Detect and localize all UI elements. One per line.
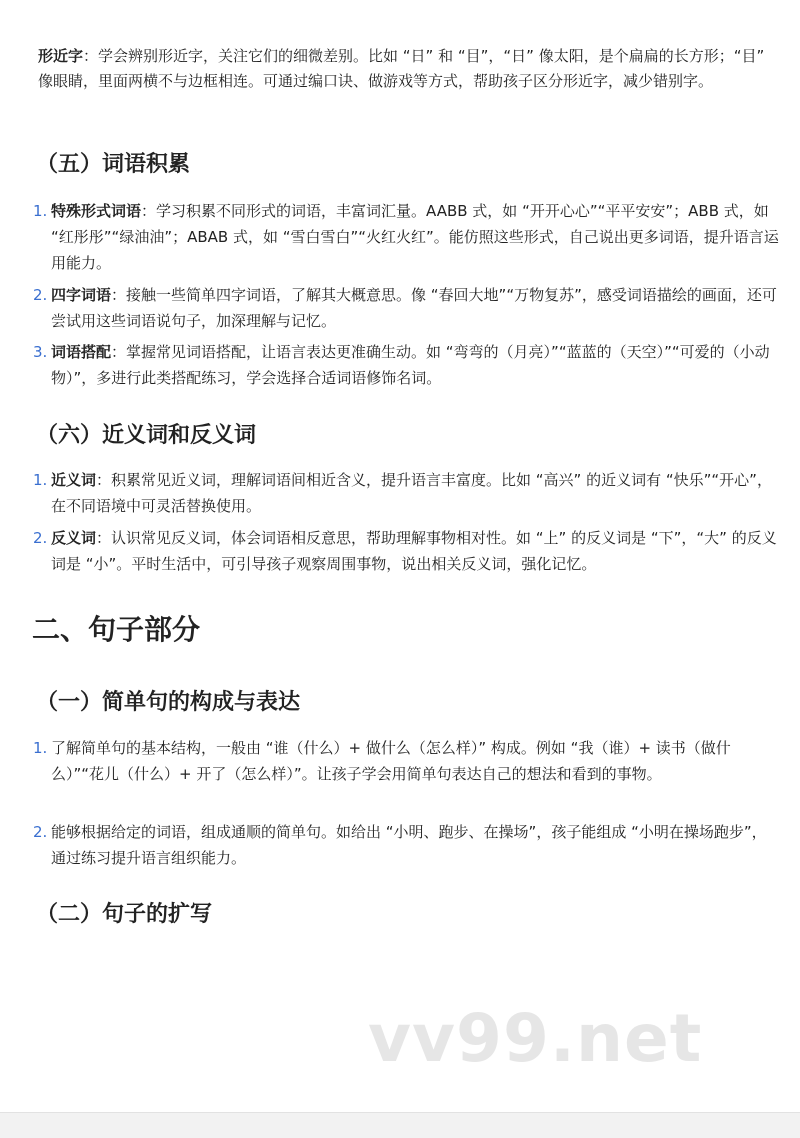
part2-sub2-heading: （二）句子的扩写 [36,902,213,927]
list-item [33,735,781,787]
list-number: 2. [33,286,48,304]
list-item [33,525,781,577]
intro-text: ：学会辨别形近字，关注它们的细微差别。比如 “日” 和 “目”，“日” 像太阳，是个扁扁的长方形；“目” 像眼睛，里面两横不与边框相连。可通过编口诀、做游戏等方式，帮助孩子区分形近字，减少错别字。 [38,47,765,90]
section6-heading: （六）近义词和反义词 [36,423,257,448]
list-number: 1. [33,739,48,757]
list-text: ：积累常见近义词，理解词语间相近含义，提升语言丰富度。比如 “高兴” 的近义词有 “快乐”“开心”，在不同语境中可灵活替换使用。 [51,471,772,515]
watermark: vv99.net [368,1000,703,1077]
list-text: ：学习积累不同形式的词语，丰富词汇量。AABB 式，如 “开开心心”“平平安安”；ABB 式，如 “红彤彤”“绿油油”；ABAB 式，如 “雪白雪白”“火红火红”。能仿照这些形式，自己说出更多词语，提升语言运用能力。 [51,202,779,272]
list-term: 特殊形式词语 [51,202,142,220]
list-term: 四字词语 [51,286,112,304]
list-text: 了解简单句的基本结构，一般由 “谁（什么）+ 做什么（怎么样）” 构成。例如 “我（谁）+ 读书（做什么）”“花儿（什么）+ 开了（怎么样）”。让孩子学会用简单句表达自己的想法和看到的事物。 [51,739,731,783]
list-text: 能够根据给定的词语，组成通顺的简单句。如给出 “小明、跑步、在操场”，孩子能组成 “小明在操场跑步”，通过练习提升语言组织能力。 [51,823,767,867]
list-number: 1. [33,202,48,220]
part2-sub1-heading: （一）简单句的构成与表达 [36,690,301,715]
list-number: 2. [33,529,48,547]
list-text: ：接触一些简单四字词语，了解其大概意思。像 “春回大地”“万物复苏”，感受词语描绘的画面，还可尝试用这些词语说句子，加深理解与记忆。 [51,286,777,330]
list-term: 近义词 [51,471,97,489]
list-item [33,282,781,334]
list-item [33,339,781,391]
list-number: 2. [33,823,48,841]
list-term: 反义词 [51,529,97,547]
page-footer-bar [0,1112,800,1138]
list-item [33,819,781,871]
intro-term: 形近字 [38,47,84,65]
list-item [33,467,781,519]
list-text: ：掌握常见词语搭配，让语言表达更准确生动。如 “弯弯的（月亮）”“蓝蓝的（天空）”“可爱的（小动物）”，多进行此类搭配练习，学会选择合适词语修饰名词。 [51,343,770,387]
part2-heading: 二、句子部分 [32,613,201,646]
list-number: 1. [33,471,48,489]
section5-heading: （五）词语积累 [36,152,191,177]
list-item [33,198,781,276]
list-text: ：认识常见反义词，体会词语相反意思，帮助理解事物相对性。如 “上” 的反义词是 “下”，“大” 的反义词是 “小”。平时生活中，可引导孩子观察周围事物，说出相关反义词，强化记忆。 [51,529,777,573]
intro-paragraph [38,44,778,94]
list-term: 词语搭配 [51,343,112,361]
list-number: 3. [33,343,48,361]
